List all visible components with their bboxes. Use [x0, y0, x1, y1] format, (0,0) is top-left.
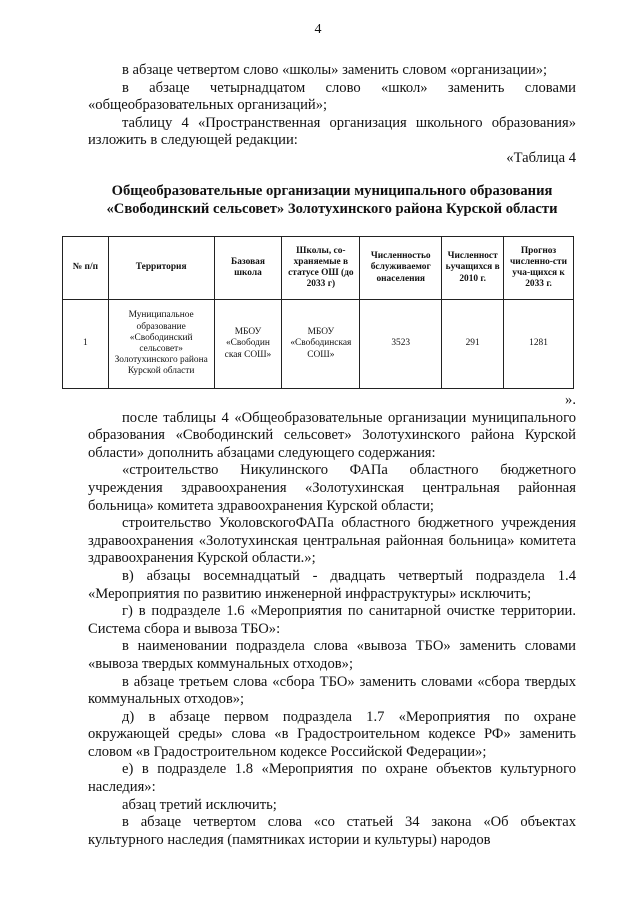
table-cell: 1: [63, 300, 109, 389]
header-cell: № п/п: [63, 237, 109, 300]
table-title-line: «Свободинский сельсовет» Золотухинского района Курской области: [106, 200, 558, 217]
intro-paragraph: таблицу 4 «Пространственная организация школьного образования» изложить в следующей редакции:: [88, 114, 576, 149]
body-paragraph: строительство УколовскогоФАПа областного бюджетного учреждения здравоохранения «Золотухинская центральная районная больница» комитета здравоохранения Курской области.»;: [88, 515, 576, 567]
header-cell: Территория: [108, 237, 214, 300]
intro-section: [88, 62, 576, 218]
table-cell: 291: [442, 300, 504, 389]
body-paragraph: после таблицы 4 «Общеобразовательные организации муниципального образования «Свободинский сельсовет» Золотухинского района Курской области» дополнить абзацами следующего содержания:: [88, 409, 576, 461]
schools-table: [62, 236, 574, 389]
body-paragraph: в абзаце третьем слова «сбора ТБО» заменить словами «сбора твердых коммунальных отходов»;: [88, 673, 576, 708]
body-paragraph: в абзаце четвертом слова «со статьей 34 закона «Об объектах культурного наследия (памятниках истории и культуры) народов: [88, 814, 576, 848]
intro-paragraph: в абзаце четвертом слово «школы» заменить словом «организации»;: [122, 62, 548, 78]
body-section: [88, 392, 576, 849]
body-paragraph: «строительство Никулинского ФАПа областного бюджетного учреждения здравоохранения «Золотухинская центральная районная больница» комитета здравоохранения Курской области;: [88, 462, 576, 514]
body-paragraph: д) в абзаце первом подраздела 1.7 «Мероприятия по охране окружающей среды» слова «в Градостроительном кодексе РФ» заменить словом «в Градостроительном кодексе Российской Федерации»;: [88, 708, 576, 760]
body-paragraph: в) абзацы восемнадцатый - двадцать четвертый подраздела 1.4 «Мероприятия по развитию инженерной инфраструктуры» исключить;: [88, 567, 576, 602]
table-row: [63, 300, 574, 389]
intro-paragraph: в абзаце четырнадцатом слово «школ» заменить словами «общеобразовательных организаций»;: [88, 79, 576, 114]
table-header-row: [63, 237, 574, 300]
header-cell: Базовая школа: [214, 237, 282, 300]
closing-mark: ».: [565, 392, 576, 408]
body-paragraph: е) в подразделе 1.8 «Мероприятия по охране объектов культурного наследия»:: [88, 761, 576, 796]
table-title-line: Общеобразовательные организации муниципального образования: [111, 182, 553, 199]
header-cell: Численностьо бслуживаемог онаселения: [360, 237, 442, 300]
table-cell: МБОУ «Свободинская СОШ»: [282, 300, 360, 389]
table-cell: Муниципальное образование «Свободинский сельсовет» Золотухинского района Курской области: [108, 300, 214, 389]
table-reference: «Таблица 4: [506, 149, 576, 166]
table-cell: 1281: [504, 300, 574, 389]
header-cell: Численност ьучащихся в 2010 г.: [442, 237, 504, 300]
header-cell: Школы, со-храняемые в статусе ОШ (до 2033 г): [282, 237, 360, 300]
table-cell: МБОУ «Свободин ская СОШ»: [214, 300, 282, 389]
body-paragraph: в наименовании подраздела слова «вывоза ТБО» заменить словами «вывоза твердых коммунальных отходов»;: [88, 638, 576, 672]
page-number: 4: [314, 22, 322, 37]
body-paragraph: абзац третий исключить;: [122, 796, 277, 813]
table-cell: 3523: [360, 300, 442, 389]
body-paragraph: г) в подразделе 1.6 «Мероприятия по санитарной очистке территории. Система сбора и вывоза ТБО»:: [88, 603, 576, 637]
header-cell: Прогноз численно-сти уча-щихся к 2033 г.: [504, 237, 574, 300]
